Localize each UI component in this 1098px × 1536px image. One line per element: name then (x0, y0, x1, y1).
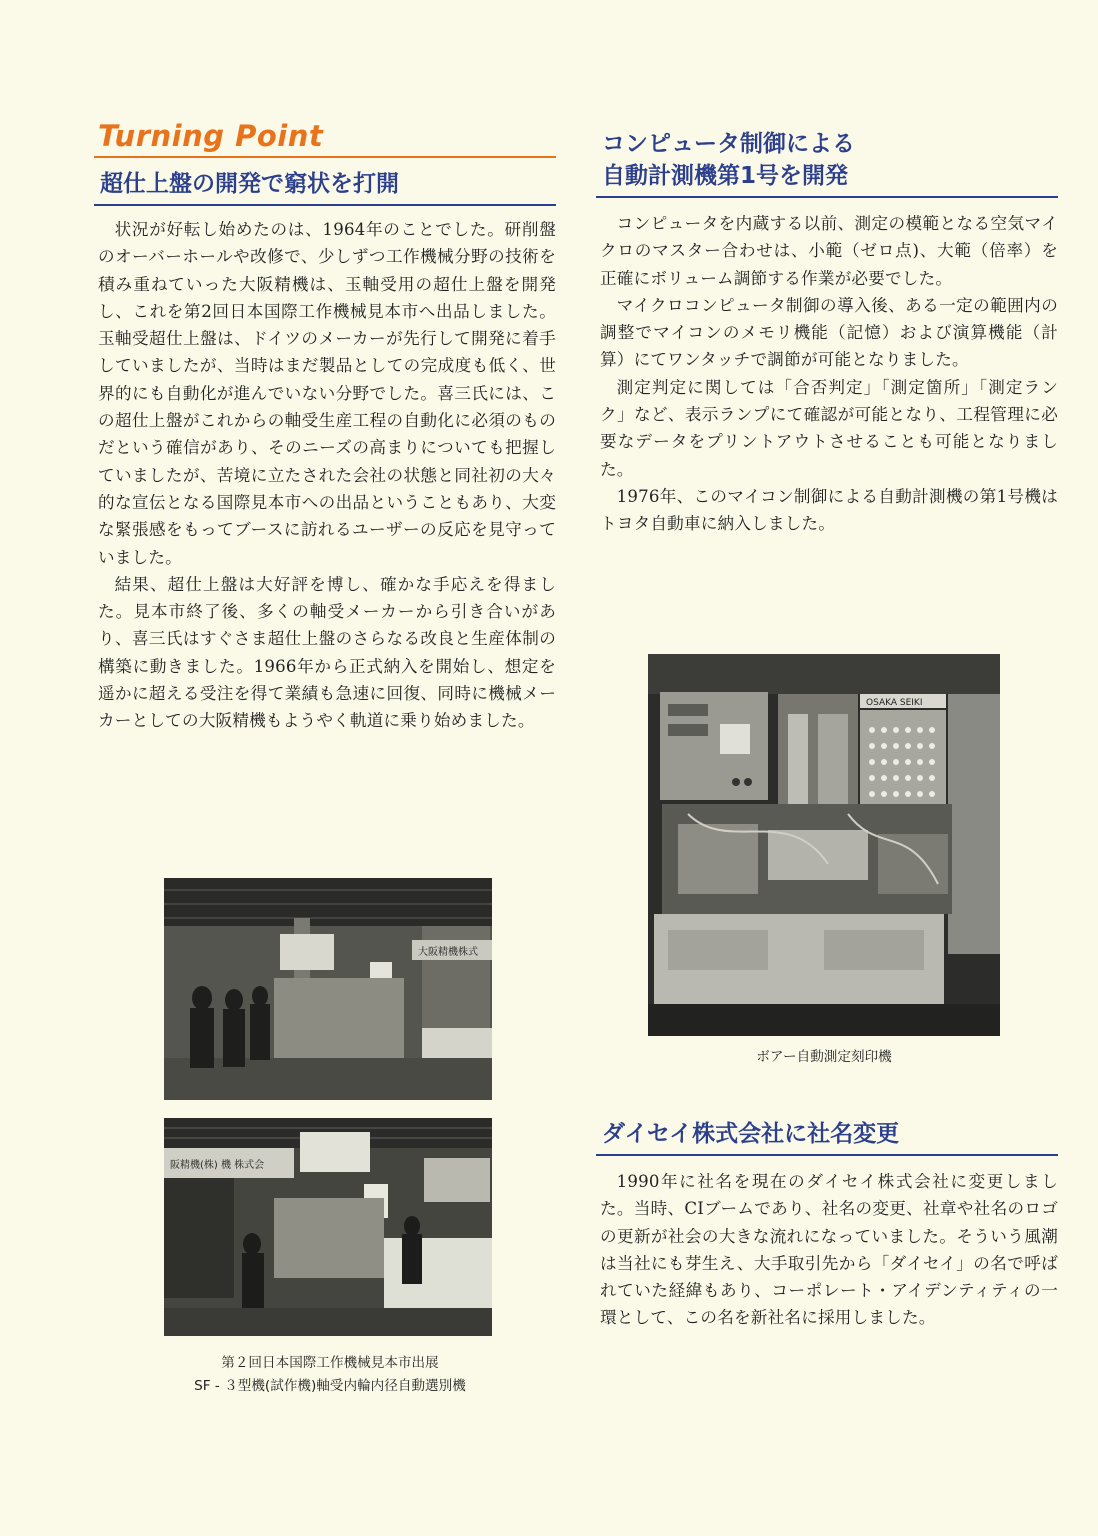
right-title-line-1: コンピュータ制御による (602, 131, 855, 157)
right-column (596, 128, 1058, 538)
left-caption-line-2: SF - ３型機(試作機)軸受内輪内径自動選別機 (194, 1378, 466, 1394)
rename-section-title: ダイセイ株式会社に社名変更 (602, 1121, 900, 1147)
booth-sign-2: 阪精機(株) 機 株式会 (170, 1160, 265, 1171)
right-title-line-2: 自動計測機第1号を開発 (602, 163, 849, 189)
bore-measuring-machine-photo (648, 654, 1000, 1036)
left-caption-line-1: 第２回日本国際工作機械見本市出展 (221, 1355, 439, 1371)
rename-paragraph-1: 1990年に社名を現在のダイセイ株式会社に変更しました。当時、CIブームであり、社名の変更、社章や社名のロゴの更新が社会の大きな流れになっていました。そういう風潮は当社にも芽生え、大手取引先から「ダイセイ」の名で呼ばれていた経緯もあり、コーポレート・アイデンティティの一環として、この名を新社名に採用しました。 (600, 1172, 1058, 1328)
right-section-rule (596, 196, 1058, 198)
turning-point-brand: Turning Point (98, 119, 324, 153)
exhibition-photo-1 (164, 878, 492, 1100)
rename-section (596, 1118, 1058, 1332)
left-body (94, 216, 556, 735)
right-paragraph-3: 測定判定に関しては「合否判定」「測定箇所」「測定ランク」など、表示ランプにて確認が可能となり、工程管理に必要なデータをプリントアウトさせることも可能となりました。 (600, 377, 1058, 479)
right-paragraph-4: 1976年、このマイコン制御による自動計測機の第1号機はトヨタ自動車に納入しました。 (600, 486, 1058, 534)
rename-section-rule (596, 1154, 1058, 1156)
booth-sign-1: 大阪精機株式 (418, 947, 478, 958)
right-paragraph-2: マイクロコンピュータ制御の導入後、ある一定の範囲内の調整でマイコンのメモリ機能（記憶）および演算機能（計算）にてワンタッチで調節が可能となりました。 (600, 295, 1058, 370)
left-paragraph-1: 状況が好転し始めたのは、1964年のことでした。研削盤のオーバーホールや改修で、少しずつ工作機械分野の技術を積み重ねていった大阪精機は、玉軸受用の超仕上盤を開発し、これを第2回日本国際工作機械見本市へ出品しました。玉軸受超仕上盤は、ドイツのメーカーが先行して開発に着手していましたが、当時はまだ製品としての完成度も低く、世界的にも自動化が進んでいない分野でした。喜三氏には、この超仕上盤がこれからの軸受生産工程の自動化に必須のものだという確信があり、そのニーズの高まりについても把握していましたが、苦境に立たされた会社の状態と同社初の大々的な宣伝となる国際見本市への出品ということもあり、大変な緊張感をもってブースに訪れるユーザーの反応を見守っていました。 (98, 220, 556, 567)
brand-rule (94, 156, 556, 158)
left-column (94, 118, 556, 735)
right-section-title (596, 128, 1058, 192)
left-section-title: 超仕上盤の開発で窮状を打開 (100, 171, 399, 197)
left-photo-caption (120, 1352, 540, 1398)
rename-body (596, 1168, 1058, 1332)
right-photo-caption: ボアー自動測定刻印機 (756, 1049, 892, 1065)
left-paragraph-2: 結果、超仕上盤は大好評を博し、確かな手応えを得ました。見本市終了後、多くの軸受メーカーから引き合いがあり、喜三氏はすぐさま超仕上盤のさらなる改良と生産体制の構築に動きました。1966年から正式納入を開始し、想定を遥かに超える受注を得て業績も急速に回復、同時に機械メーカーとしての大阪精機もようやく軌道に乗り始めました。 (98, 574, 556, 731)
exhibition-photo-2 (164, 1118, 492, 1336)
left-section-rule (94, 204, 556, 206)
right-body (596, 210, 1058, 538)
machine-nameplate: OSAKA SEIKI (866, 698, 923, 708)
right-paragraph-1: コンピュータを内蔵する以前、測定の模範となる空気マイクロのマスター合わせは、小範（ゼロ点)、大範（倍率）を正確にボリューム調節する作業が必要でした。 (600, 214, 1058, 288)
